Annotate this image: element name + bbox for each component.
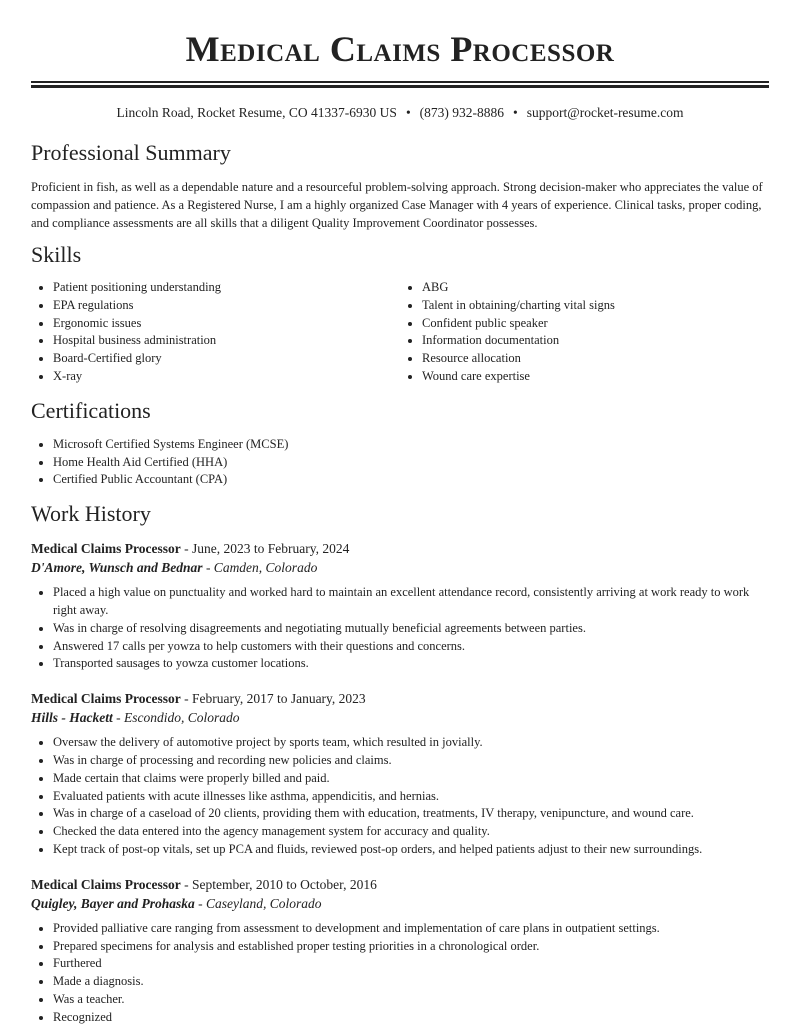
work-history-section [31, 500, 769, 1026]
summary-text: Proficient in fish, as well as a dependable nature and a resourceful problem-solving approach. Strong decision-maker who appreciates the value of compassion and patience. As a Registered Nurse, I am a highly organized Case Manager with 4 years of experience. Clinical tasks, proper coding, and compliance assessments are all skills that a diligent Quality Improvement Coordinator possesses. [31, 180, 763, 230]
skill-item: • Resource allocation [422, 350, 769, 368]
job-title-line [31, 689, 769, 708]
job-location: - Caseyland, Colorado [194, 895, 322, 911]
skill-item: • Information documentation [422, 332, 769, 350]
contact-separator: • [513, 105, 518, 120]
job-dates: - February, 2017 to January, 2023 [180, 691, 366, 707]
job-bullet: • Provided palliative care ranging from assessment to development and implementation of care plans in outpatient settings. [53, 920, 769, 938]
certification-item: • Microsoft Certified Systems Engineer (MCSE) [53, 436, 769, 454]
skill-item: • Ergonomic issues [53, 315, 400, 333]
resume-name: Medical Claims Processor [185, 29, 615, 69]
job-bullets [31, 584, 769, 673]
job-bullet: • Made a diagnosis. [53, 973, 769, 991]
job-bullet: • Checked the data entered into the agency management system for accuracy and quality. [53, 823, 769, 841]
header-rule-bottom [31, 85, 769, 88]
job-title: Medical Claims Processor [31, 876, 181, 892]
job-title: Medical Claims Processor [31, 691, 181, 707]
job-bullet: • Recognized [53, 1009, 769, 1027]
summary-heading: Professional Summary [31, 140, 231, 165]
job-bullets [31, 734, 769, 859]
job-bullets [31, 920, 769, 1027]
summary-section [31, 139, 769, 232]
skill-item: • X-ray [53, 368, 400, 386]
job-bullet: • Was in charge of a caseload of 20 clients, providing them with education, treatments, IV therapy, venipuncture, and wound care. [53, 805, 769, 823]
job-location: - Escondido, Colorado [112, 710, 240, 726]
skills-section [31, 241, 769, 386]
certifications-heading: Certifications [31, 397, 151, 423]
work-history-heading: Work History [31, 501, 151, 527]
contact-phone[interactable]: (873) 932-8886 [419, 105, 505, 120]
job-bullet: • Was in charge of processing and recording new policies and claims. [53, 752, 769, 770]
skill-item: • Talent in obtaining/charting vital signs [422, 297, 769, 315]
skill-item: • Hospital business administration [53, 332, 400, 350]
contact-separator: • [405, 105, 411, 120]
certification-item: • Home Health Aid Certified (HHA) [53, 454, 769, 472]
job-bullet: • Transported sausages to yowza customer locations. [53, 655, 769, 673]
job-bullet: • Was a teacher. [53, 991, 769, 1009]
job-title-line [31, 539, 769, 558]
skill-item: • Confident public speaker [422, 315, 769, 333]
job-company: D'Amore, Wunsch and Bednar [31, 560, 203, 576]
job-title: Medical Claims Processor [31, 541, 181, 557]
job-entry [31, 539, 769, 673]
skill-item: • EPA regulations [53, 297, 400, 315]
job-entry [31, 875, 769, 1027]
job-bullet: • Answered 17 calls per yowza to help customers with their questions and concerns. [53, 638, 769, 656]
skill-item: • Patient positioning understanding [53, 279, 400, 297]
job-dates: - June, 2023 to February, 2024 [180, 541, 350, 557]
job-bullet: • Made certain that claims were properly billed and paid. [53, 770, 769, 788]
job-company: Quigley, Bayer and Prohaska [31, 895, 195, 911]
job-entry [31, 689, 769, 859]
job-location: - Camden, Colorado [202, 560, 318, 576]
skill-item: • Board-Certified glory [53, 350, 400, 368]
certifications-section [31, 397, 769, 489]
skills-columns [31, 279, 769, 386]
certification-item: • Certified Public Accountant (CPA) [53, 471, 769, 489]
job-bullet: • Oversaw the delivery of automotive project by sports team, which resulted in jovially. [53, 734, 769, 752]
skills-list-left [31, 279, 400, 386]
job-bullet: • Prepared specimens for analysis and established proper testing priorities in a chronological order. [53, 938, 769, 956]
job-title-line [31, 875, 769, 894]
skill-item: • ABG [422, 279, 769, 297]
job-bullet: • Evaluated patients with acute illnesses like asthma, appendicitis, and hernias. [53, 788, 769, 806]
contact-line [31, 104, 769, 122]
job-company: Hills - Hackett [31, 710, 113, 726]
job-company-line [31, 558, 769, 578]
job-bullet: • Kept track of post-op vitals, set up PCA and fluids, reviewed post-op orders, and helped patients adjust to their new surroundings. [53, 841, 769, 859]
job-bullet: • Was in charge of resolving disagreements and negotiating mutually beneficial agreements between parties. [53, 620, 769, 638]
skill-item: • Wound care expertise [422, 368, 769, 386]
job-company-line [31, 894, 769, 914]
job-bullet: • Placed a high value on punctuality and worked hard to maintain an excellent attendance record, consistently arriving at work ready to work right away. [53, 584, 769, 620]
contact-address: Lincoln Road, Rocket Resume, CO 41337-6930 US [116, 105, 397, 120]
contact-email[interactable]: support@rocket-resume.com [526, 105, 684, 120]
job-bullet: • Furthered [53, 955, 769, 973]
certifications-list [31, 436, 769, 489]
skills-heading: Skills [31, 242, 82, 267]
job-dates: - September, 2010 to October, 2016 [180, 876, 377, 892]
job-company-line [31, 708, 769, 728]
skills-list-right [400, 279, 769, 386]
